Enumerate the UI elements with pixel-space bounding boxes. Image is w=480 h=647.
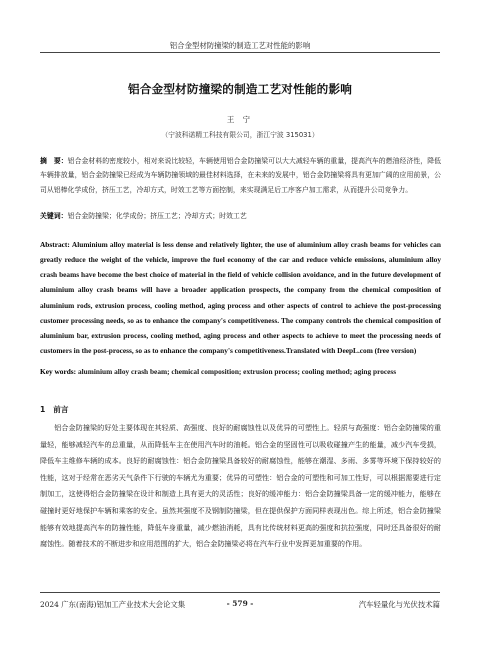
- abstract-en: [40, 237, 441, 358]
- affiliation: （宁波科诺精工科技有限公司，浙江宁波 315031）: [161, 131, 319, 139]
- footer-rule: [40, 592, 440, 593]
- keywords-en-text: aluminium alloy crash beam; chemical composition; extrusion process; cooling method; aging process: [77, 367, 397, 376]
- abstract-cn-text: 铝合金材料的密度较小，相对来说比较轻，车辆使用铝合金防撞梁可以大大减轻车辆的重量，提高汽车的燃油经济性，降低车辆排放量，铝合金防撞梁已经成为车辆防撞领域的最佳材料选择，在未来的发展中，铝合金防撞梁将具有更加广阔的应用前景，公司从铝棒化学成份，挤压工艺，冷却方式，时效工艺等方面控制，来实现满足后工序客户加工需求，从而提升公司竞争力。: [40, 157, 442, 194]
- abstract-en-text: Aluminium alloy material is less dense and relatively lighter, the use of aluminium alloy crash beams for vehicles can greatly reduce the weight of the vehicle, improve the fuel economy of the car and reduce vehicle emissions, aluminium alloy crash beams have become the best choice of material in the field of vehicle collision avoidance, and in the future development of aluminium alloy crash beams will have a broader application prospects, the company from the chemical composition of aluminium rods, extrusion process, cooling method, aging process and other aspects of control to achieve the post-processing customer processing needs, so as to enhance the company's competitiveness. The company controls the chemical composition of aluminium bar, extrusion process, cooling method, aging process and other aspects to achieve to meet the processing needs of customers in the post-process, so as to enhance the company's competitiveness.Translated with DeepL.com (free version): [40, 240, 441, 356]
- keywords-cn-text: 铝合金防撞梁；化学成份；挤压工艺；冷却方式；时效工艺: [67, 212, 247, 220]
- section-number: 1: [40, 405, 46, 414]
- page-number: - 579 -: [226, 599, 254, 608]
- keywords-en: [40, 366, 441, 378]
- header-rule: [40, 52, 440, 53]
- section-heading: [40, 404, 441, 415]
- abstract-cn-label: 摘 要：: [40, 157, 68, 165]
- keywords-cn-label: 关键词：: [40, 212, 68, 220]
- keywords-cn: [40, 210, 441, 222]
- running-head: 铝合金型材防撞梁的制造工艺对性能的影响: [169, 41, 311, 50]
- paper-title: 铝合金型材防撞梁的制造工艺对性能的影响: [127, 82, 353, 96]
- keywords-en-label: Key words:: [40, 367, 77, 376]
- section-title: 前言: [53, 405, 69, 414]
- footer-proceedings: 2024 广东(南海)铝加工产业技术大会论文集: [40, 600, 186, 609]
- footer-section: 汽车轻量化与光伏技术篇: [358, 600, 440, 609]
- abstract-en-label: Abstract:: [40, 240, 70, 249]
- footer: [40, 599, 440, 613]
- author: 王 宁: [226, 115, 254, 124]
- abstract-cn: [40, 154, 441, 197]
- body-paragraph: 铝合金防撞梁的好处主要体现在其轻质、高强度、良好的耐腐蚀性以及优异的可塑性上。轻质与高强度：铝合金防撞梁的重量轻，能够减轻汽车的总重量，从而降低车主在使用汽车时的油耗。铝合金的坚固性可以吸收碰撞产生的能量，减少汽车受损，降低车主维修车辆的成本。良好的耐腐蚀性：铝合金防撞梁具备较好的耐腐蚀性，能够在潮湿、多雨、多雾等环境下保持较好的性能，这对于经常在恶劣天气条件下行驶的车辆尤为重要；优异的可塑性：铝合金的可塑性和可加工性好，可以根据需要进行定制加工，这使得铝合金防撞梁在设计和制造上具有更大的灵活性；良好的缓冲能力：铝合金防撞梁具备一定的缓冲能力，能够在碰撞时更好地保护车辆和乘客的安全。虽然其强度不及钢制防撞梁，但在提供保护方面同样表现出色。综上所述，铝合金防撞梁能够有效地提高汽车的防撞性能，降低车身重量，减少燃油消耗，具有比传统材料更高的强度和抗拉强度，同时还具备很好的耐腐蚀性。随着技术的不断进步和应用范围的扩大，铝合金防撞梁必将在汽车行业中发挥更加重要的作用。: [40, 423, 441, 549]
